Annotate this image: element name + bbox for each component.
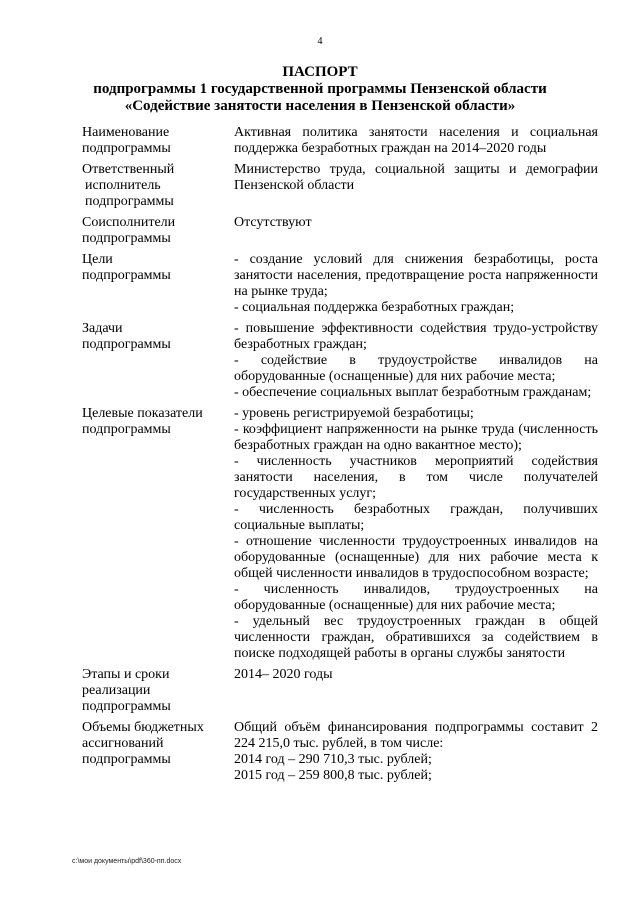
row-value	[234, 720, 598, 784]
row-label-line: подпрограммы	[82, 699, 171, 714]
row-label-line: Ответственный	[82, 162, 175, 177]
row-value-paragraph: 2014 год – 290 710,3 тыс. рублей;	[234, 752, 432, 767]
row-label	[82, 321, 234, 406]
row-label-line: подпрограммы	[82, 268, 171, 283]
row-label-line: подпрограммы	[82, 231, 171, 246]
passport-row-tasks	[82, 321, 598, 406]
row-value	[234, 125, 598, 162]
row-value-paragraph: Министерство труда, социальной защиты и демографии Пензенской области	[234, 162, 598, 193]
row-label-line: исполнитель	[85, 178, 161, 193]
document-subtitle: подпрограммы 1 государственной программы Пензенской области	[93, 81, 547, 97]
row-label	[82, 215, 234, 252]
row-label-line: Задачи	[82, 321, 123, 336]
row-label-line: подпрограммы	[82, 752, 171, 767]
passport-row-stages	[82, 667, 598, 720]
row-value-paragraph: - уровень регистрируемой безработицы;	[234, 406, 474, 421]
row-value-paragraph: Отсутствуют	[234, 215, 312, 230]
row-label	[82, 252, 234, 321]
row-value	[234, 321, 598, 406]
program-name: «Содействие занятости населения в Пензенской области»	[124, 98, 516, 114]
row-label	[82, 162, 234, 215]
passport-row-executor	[82, 162, 598, 215]
row-value-paragraph: - удельный вес трудоустроенных граждан в общей численности граждан, обратившихся за содействием в поиске подходящей работы в органы службы занятости	[234, 614, 598, 661]
row-label-line: Объемы бюджетных	[82, 720, 204, 735]
row-label-line: подпрограммы	[82, 141, 171, 156]
row-label-line: Целевые показатели	[82, 406, 203, 421]
row-value-paragraph: Общий объём финансирования подпрограммы составит 2 224 215,0 тыс. рублей, в том числе:	[234, 720, 598, 751]
row-value	[234, 667, 598, 720]
row-value-paragraph: - содействие в трудоустройстве инвалидов на оборудованные (оснащенные) для них рабочие места;	[234, 353, 598, 384]
passport-row-indicators	[82, 406, 598, 667]
row-value-paragraph: 2014– 2020 годы	[234, 667, 333, 682]
row-label-line: подпрограммы	[82, 337, 171, 352]
row-value-paragraph: 2015 год – 259 800,8 тыс. рублей;	[234, 768, 432, 783]
row-value-paragraph: - коэффициент напряженности на рынке труда (численность безработных граждан на одно вакантное место);	[234, 422, 598, 453]
row-label-line: Соисполнители	[82, 215, 176, 230]
row-value-paragraph: - численность безработных граждан, получивших социальные выплаты;	[234, 502, 598, 533]
row-label-line: Цели	[82, 252, 113, 267]
row-label-line: подпрограммы	[85, 194, 174, 209]
row-value-paragraph: - отношение численности трудоустроенных инвалидов на оборудованные (оснащенные) для них рабочие места к общей численности инвалидов в трудоспособном возрасте;	[234, 534, 598, 581]
row-label-line: реализации	[82, 683, 151, 698]
row-value-paragraph: - повышение эффективности содействия трудо-устройству безработных граждан;	[234, 321, 598, 352]
row-value-paragraph: - численность участников мероприятий содействия занятости населения, в том числе получателей государственных услуг;	[234, 454, 598, 501]
passport-row-goals	[82, 252, 598, 321]
passport-row-coexecutors	[82, 215, 598, 252]
file-path-footer: c:\мои документы\pdf\360-пп.docx	[72, 858, 182, 865]
row-value-paragraph: - обеспечение социальных выплат безработным гражданам;	[234, 385, 592, 400]
row-label-line: ассигнований	[82, 736, 164, 751]
row-value-paragraph: - численность инвалидов, трудоустроенных на оборудованные (оснащенные) для них рабочие места;	[234, 582, 598, 613]
row-label	[82, 125, 234, 162]
passport-row-budget	[82, 720, 598, 784]
row-label	[82, 406, 234, 667]
passport-row-name	[82, 125, 598, 162]
row-label-line: подпрограммы	[82, 422, 171, 437]
document-title: ПАСПОРТ	[282, 64, 358, 80]
row-value	[234, 252, 598, 321]
row-value-paragraph: - создание условий для снижения безработицы, роста занятости населения, предотвращение роста напряженности на рынке труда;	[234, 252, 598, 299]
row-value-paragraph: Активная политика занятости населения и социальная поддержка безработных граждан на 2014–2020 годы	[234, 125, 598, 156]
document-header	[0, 64, 640, 115]
row-value	[234, 406, 598, 667]
passport-table	[82, 125, 598, 784]
row-label-line: Этапы и сроки	[82, 667, 170, 682]
row-value	[234, 215, 598, 252]
row-label	[82, 720, 234, 784]
row-label	[82, 667, 234, 720]
page-number: 4	[317, 36, 323, 47]
row-value	[234, 162, 598, 215]
row-label-line: Наименование	[82, 125, 170, 140]
row-value-paragraph: - социальная поддержка безработных граждан;	[234, 300, 515, 315]
